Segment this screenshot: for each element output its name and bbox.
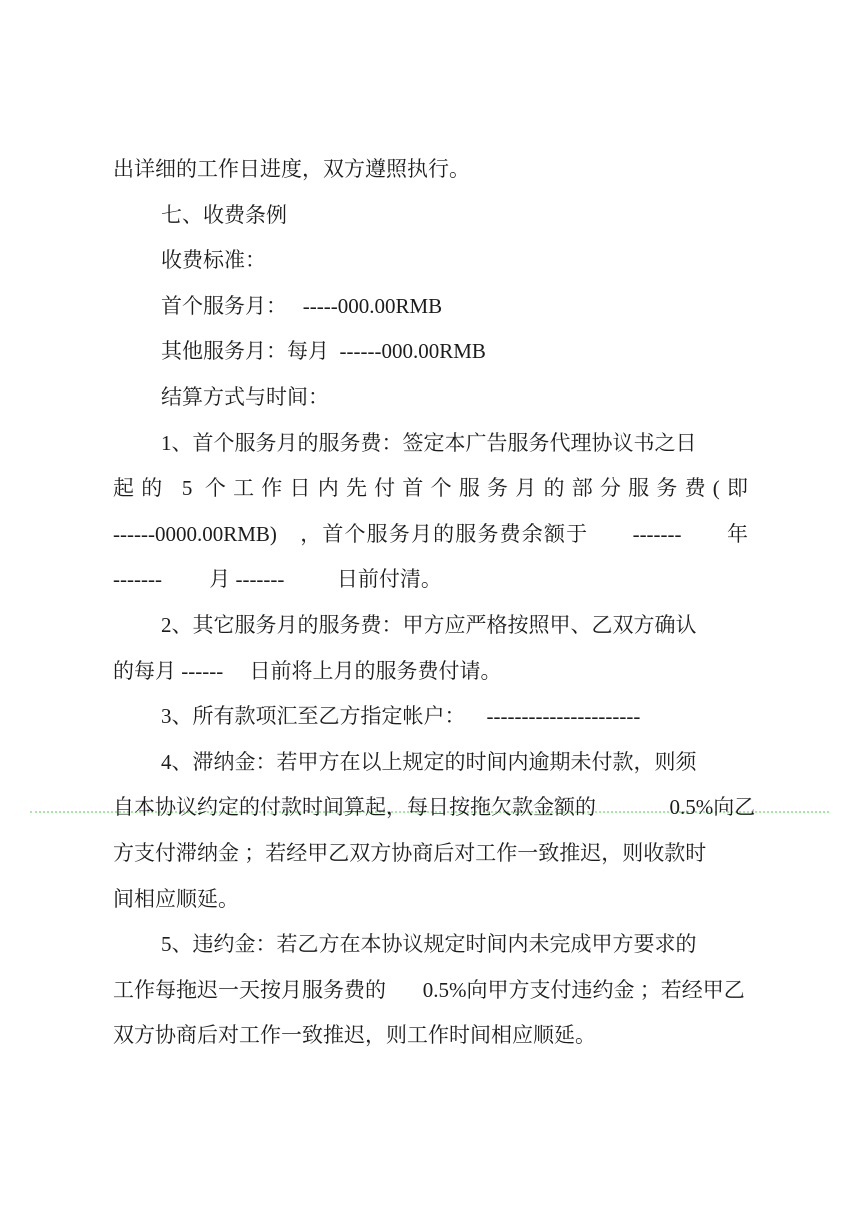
line-other-service-month-fee: 其他服务月：每月 ------000.00RMB — [161, 339, 486, 364]
item-1-first-month-fee-line-2: 起的 5 个工作日内先付首个服务月的部分服务费(即 — [113, 476, 748, 501]
para-work-schedule-continuation: 出详细的工作日进度，双方遵照执行。 — [113, 157, 470, 181]
item-1-first-month-fee-line-4: ------- 月 ------- 日前付清。 — [113, 567, 442, 592]
item-2-other-month-fee-line-1: 2、其它服务月的服务费：甲方应严格按照甲、乙双方确认 — [161, 612, 697, 637]
item-4-late-fee-line-1: 4、滞纳金：若甲方在以上规定的时间内逾期未付款，则须 — [161, 749, 697, 774]
item-4-late-fee-line-4: 间相应顺延。 — [113, 886, 239, 911]
label-settlement-method-time: 结算方式与时间： — [161, 384, 329, 409]
item-5-penalty-line-1: 5、违约金：若乙方在本协议规定时间内未完成甲方要求的 — [161, 932, 697, 957]
heading-section-seven-fee-rules: 七、收费条例 — [161, 202, 287, 227]
item-1-first-month-fee-line-3: ------0000.00RMB) ，首个服务月的服务费余额于 ------- 年 — [113, 521, 748, 546]
line-first-service-month-fee: 首个服务月： -----000.00RMB — [161, 293, 443, 318]
item-4-late-fee-line-3: 方支付滞纳金 ；若经甲乙双方协商后对工作一致推迟，则收款时 — [113, 840, 707, 865]
item-3-payment-account: 3、所有款项汇至乙方指定帐户： ---------------------- — [161, 704, 641, 729]
item-5-penalty-line-2: 工作每拖迟一天按月服务费的 0.5%向甲方支付违约金 ；若经甲乙 — [113, 977, 745, 1002]
item-1-first-month-fee-line-1: 1、首个服务月的服务费：签定本广告服务代理协议书之日 — [161, 430, 697, 455]
label-fee-standard: 收费标准： — [161, 248, 266, 273]
item-2-other-month-fee-line-2: 的每月 ------ 日前将上月的服务费付请。 — [113, 658, 502, 683]
document-text-block — [113, 147, 756, 1059]
item-4-late-fee-line-2: 自本协议约定的付款时间算起，每日按拖欠款金额的 0.5%向乙 — [113, 795, 756, 820]
item-5-penalty-line-3: 双方协商后对工作一致推迟，则工作时间相应顺延。 — [113, 1023, 596, 1048]
